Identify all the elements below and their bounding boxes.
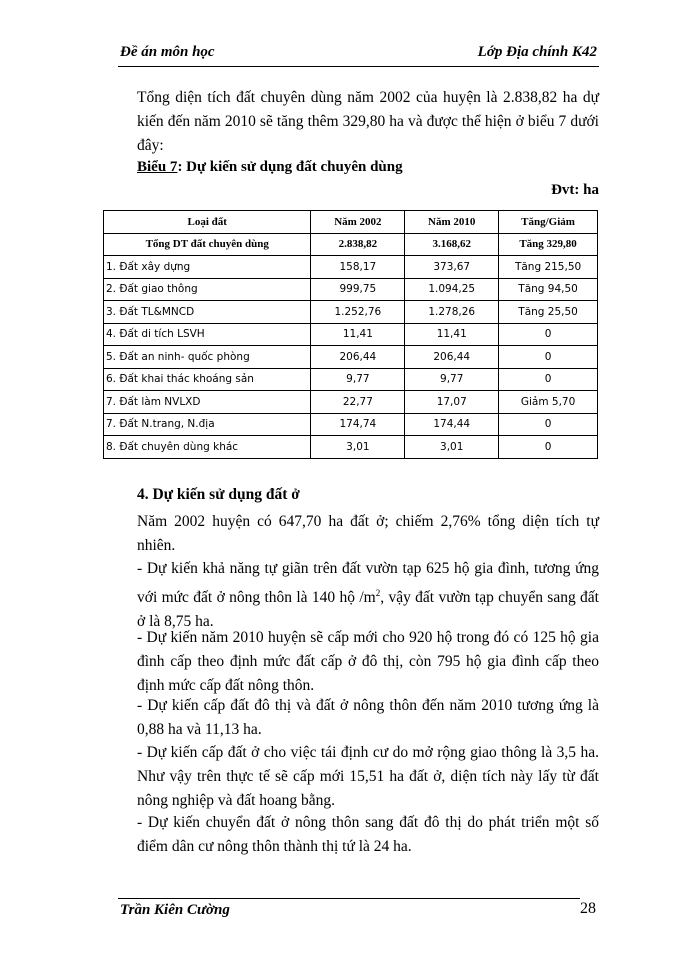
table-row [104, 301, 598, 324]
row-value-2002: 3,01 [311, 436, 405, 459]
row-change: 0 [499, 346, 598, 369]
footer-rule [118, 898, 580, 899]
total-2002: 2.838,82 [311, 233, 405, 256]
row-value-2002: 11,41 [311, 323, 405, 346]
paragraph-2-start: - Dự kiến khả năng tự giãn trên đất vườn tạp 625 hộ gia đình, tương ứng với mức đất ở nông thôn là 140 hộ /m [137, 560, 599, 607]
row-value-2002: 999,75 [311, 278, 405, 301]
row-land-type: 5. Đất an ninh- quốc phòng [104, 346, 311, 369]
row-change: 0 [499, 368, 598, 391]
section-title: 4. Dự kiến sử dụng đất ở [137, 486, 300, 503]
row-value-2010: 1.278,26 [405, 301, 499, 324]
row-value-2002: 9,77 [311, 368, 405, 391]
col-header-change: Tăng/Giảm [499, 211, 598, 234]
table-row [104, 413, 598, 436]
row-land-type: 8. Đất chuyên dùng khác [104, 436, 311, 459]
intro-paragraph: Tổng diện tích đất chuyên dùng năm 2002 của huyện là 2.838,82 ha dự kiến đến năm 2010 sẽ tăng thêm 329,80 ha và được thể hiện ở biểu 7 dưới đây: [137, 89, 599, 154]
col-header-2010: Năm 2010 [405, 211, 499, 234]
table-caption [137, 159, 403, 176]
row-land-type: 7. Đất làm NVLXD [104, 391, 311, 414]
row-value-2010: 17,07 [405, 391, 499, 414]
row-value-2010: 174,44 [405, 413, 499, 436]
row-land-type: 3. Đất TL&MNCD [104, 301, 311, 324]
total-change: Tăng 329,80 [499, 233, 598, 256]
row-value-2010: 9,77 [405, 368, 499, 391]
table-row [104, 436, 598, 459]
total-label: Tổng DT đất chuyên dùng [104, 233, 311, 256]
row-value-2010: 206,44 [405, 346, 499, 369]
paragraph-6: - Dự kiến chuyển đất ở nông thôn sang đất đô thị do phát triển một số điểm dân cư nông thôn thành thị tứ là 24 ha. [137, 814, 599, 855]
row-value-2010: 3,01 [405, 436, 499, 459]
page-header [120, 44, 597, 66]
table-header-row [104, 211, 598, 234]
footer-author: Trần Kiên Cường [120, 902, 230, 918]
paragraph-2 [137, 557, 599, 634]
col-header-2002: Năm 2002 [311, 211, 405, 234]
table-row [104, 391, 598, 414]
row-change: 0 [499, 323, 598, 346]
row-change: 0 [499, 436, 598, 459]
row-land-type: 2. Đất giao thông [104, 278, 311, 301]
caption-label: Biểu 7 [137, 159, 178, 175]
row-value-2010: 1.094,25 [405, 278, 499, 301]
row-land-type: 1. Đất xây dựng [104, 256, 311, 279]
row-change: Tăng 94,50 [499, 278, 598, 301]
row-change: Tăng 215,50 [499, 256, 598, 279]
row-value-2002: 206,44 [311, 346, 405, 369]
paragraph-3: - Dự kiến năm 2010 huyện sẽ cấp mới cho 920 hộ trong đó có 125 hộ gia đình cấp theo định mức đất cấp ở đô thị, còn 795 hộ gia đình cấp theo định mức cấp đất nông thôn. [137, 629, 599, 694]
header-rule [118, 66, 599, 67]
row-change: 0 [499, 413, 598, 436]
paragraph-4: - Dự kiến cấp đất đô thị và đất ở nông thôn đến năm 2010 tương ứng là 0,88 ha và 11,13 ha. [137, 697, 599, 738]
land-use-table [103, 210, 598, 459]
header-course: Đề án môn học [120, 44, 215, 60]
page-number: 28 [580, 900, 596, 917]
row-value-2002: 158,17 [311, 256, 405, 279]
total-2010: 3.168,62 [405, 233, 499, 256]
superscript: 2 [375, 588, 381, 598]
row-value-2002: 174,74 [311, 413, 405, 436]
paragraph-5: - Dự kiến cấp đất ở cho việc tái định cư do mở rộng giao thông là 3,5 ha. Như vậy trên thực tế sẽ cấp mới 15,51 ha đất ở, diện tích này lấy từ đất nông nghiệp và đất hoang bằng. [137, 744, 599, 809]
unit-label: Đvt: ha [551, 182, 599, 198]
row-value-2010: 373,67 [405, 256, 499, 279]
row-land-type: 4. Đất di tích LSVH [104, 323, 311, 346]
row-value-2010: 11,41 [405, 323, 499, 346]
paragraph-2-end: , vậy đất vườn tạp chuyển sang đất ở là 8,75 ha. [137, 589, 599, 631]
table-row [104, 278, 598, 301]
table-row [104, 323, 598, 346]
row-value-2002: 22,77 [311, 391, 405, 414]
caption-text: : Dự kiến sử dụng đất chuyên dùng [177, 159, 403, 175]
row-change: Tăng 25,50 [499, 301, 598, 324]
header-class: Lớp Địa chính K42 [477, 44, 597, 60]
table-row [104, 256, 598, 279]
paragraph-1: Năm 2002 huyện có 647,70 ha đất ở; chiếm 2,76% tổng diện tích tự nhiên. [137, 513, 599, 554]
row-land-type: 7. Đất N.trang, N.địa [104, 413, 311, 436]
row-land-type: 6. Đất khai thác khoáng sản [104, 368, 311, 391]
col-header-type: Loại đất [104, 211, 311, 234]
table-row [104, 346, 598, 369]
table-total-row [104, 233, 598, 256]
row-value-2002: 1.252,76 [311, 301, 405, 324]
table-row [104, 368, 598, 391]
row-change: Giảm 5,70 [499, 391, 598, 414]
